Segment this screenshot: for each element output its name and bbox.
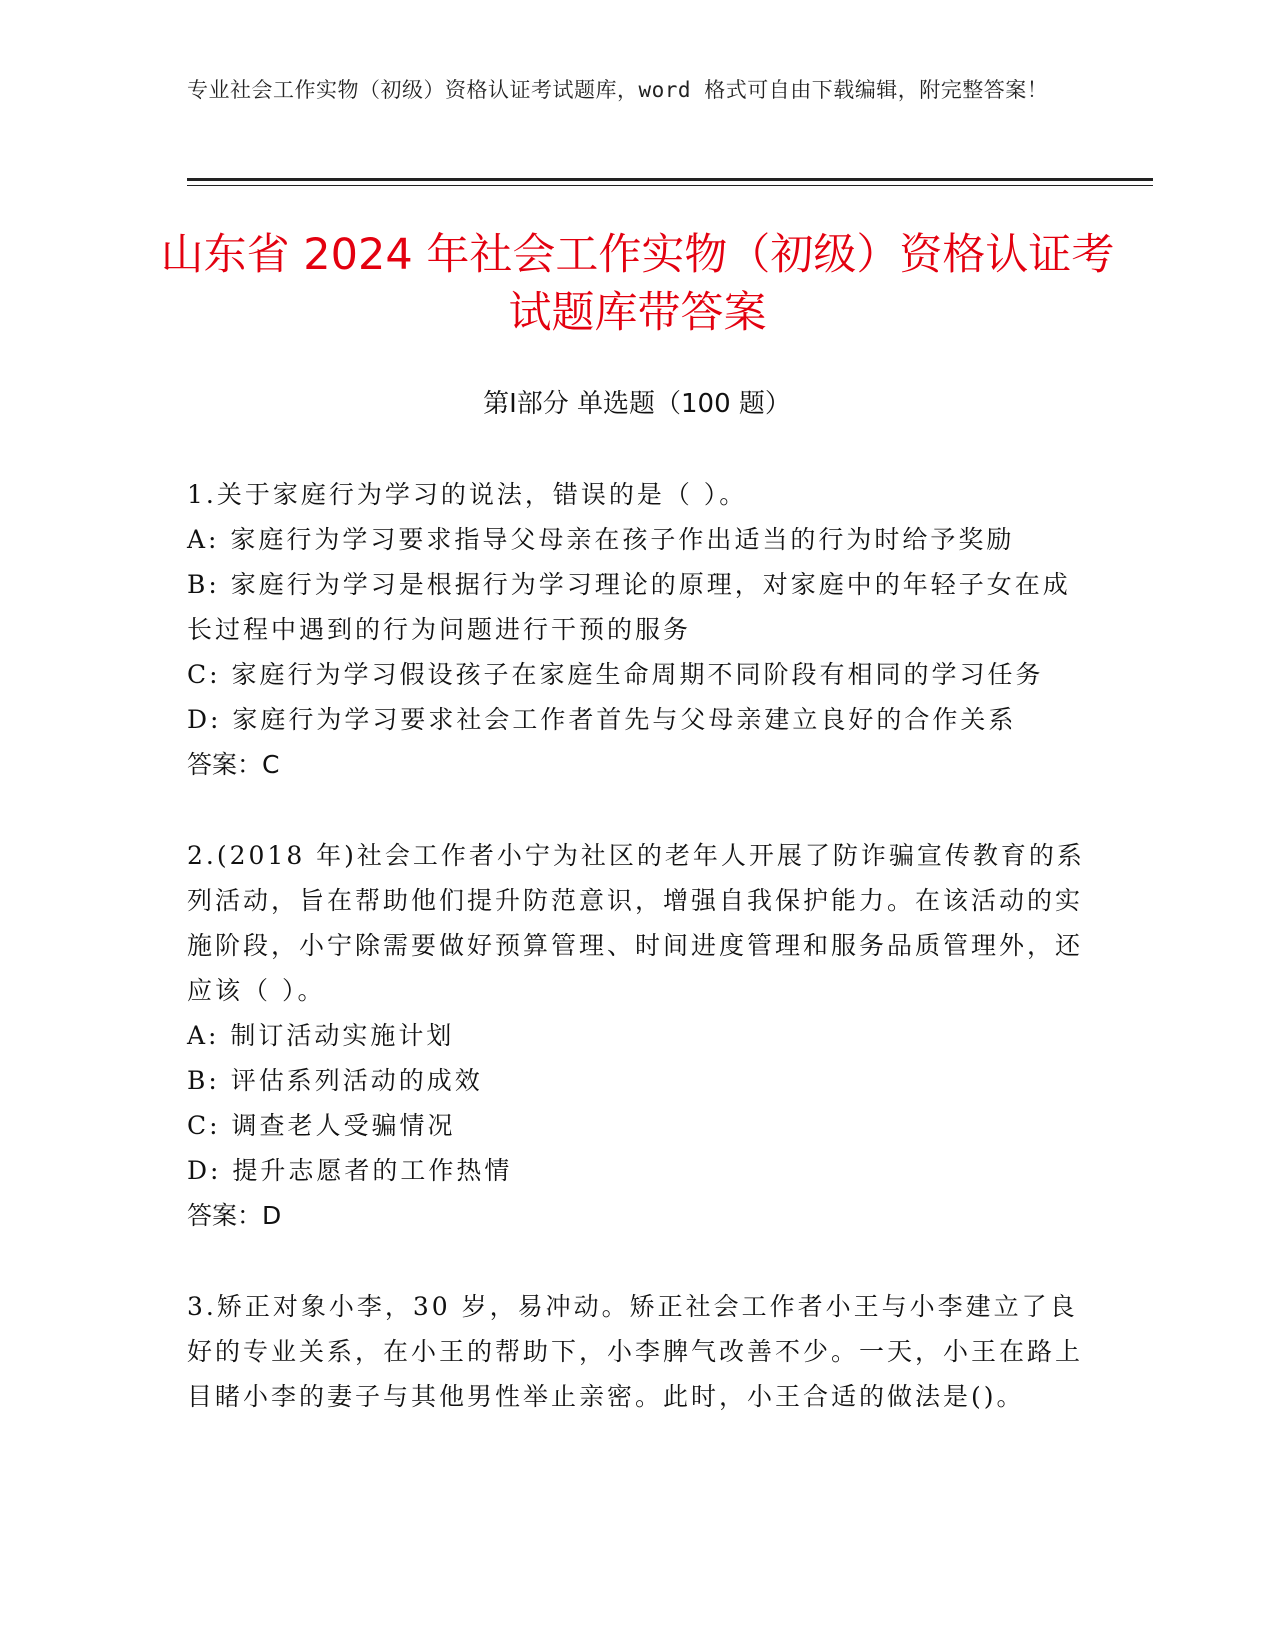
option-b: B: 家庭行为学习是根据行为学习理论的原理，对家庭中的年轻子女在成长过程中遇到的行为问题进行干预的服务 [187,570,1071,644]
answer: 答案：D [187,1201,282,1230]
option-c: C: 家庭行为学习假设孩子在家庭生命周期不同阶段有相同的学习任务 [187,660,1044,689]
question-list [187,472,1087,1465]
question-stem: 2.(2018 年)社会工作者小宁为社区的老年人开展了防诈骗宣传教育的系列活动，旨在帮助他们提升防范意识，增强自我保护能力。在该活动的实施阶段，小宁除需要做好预算管理、时间进度管理和服务品质管理外，还应该（ ）。 [187,841,1085,1005]
question-1 [187,472,1087,787]
question-stem: 3.矫正对象小李，30 岁，易冲动。矫正社会工作者小王与小李建立了良好的专业关系，在小王的帮助下，小李脾气改善不少。一天，小王在路上目睹小李的妻子与其他男性举止亲密。此时，小王合适的做法是()。 [187,1292,1084,1411]
question-3 [187,1284,1087,1419]
question-stem: 1.关于家庭行为学习的说法，错误的是（ ）。 [187,480,748,509]
answer: 答案：C [187,750,280,779]
option-d: D: 提升志愿者的工作热情 [187,1156,513,1185]
option-a: A: 家庭行为学习要求指导父母亲在孩子作出适当的行为时给予奖励 [187,525,1015,554]
header-rule-thin [187,185,1153,186]
option-d: D: 家庭行为学习要求社会工作者首先与父母亲建立良好的合作关系 [187,705,1017,734]
document-title: 山东省 2024 年社会工作实物（初级）资格认证考试题库带答案 [160,230,1115,338]
header-note: 专业社会工作实物（初级）资格认证考试题库，word 格式可自由下载编辑，附完整答案！ [187,78,1049,102]
header-rule-thick [187,178,1153,181]
option-c: C: 调查老人受骗情况 [187,1111,456,1140]
option-a: A: 制订活动实施计划 [187,1021,455,1050]
section-heading: 第Ⅰ部分 单选题（100 题） [483,389,791,419]
question-2 [187,833,1087,1238]
option-b: B: 评估系列活动的成效 [187,1066,483,1095]
